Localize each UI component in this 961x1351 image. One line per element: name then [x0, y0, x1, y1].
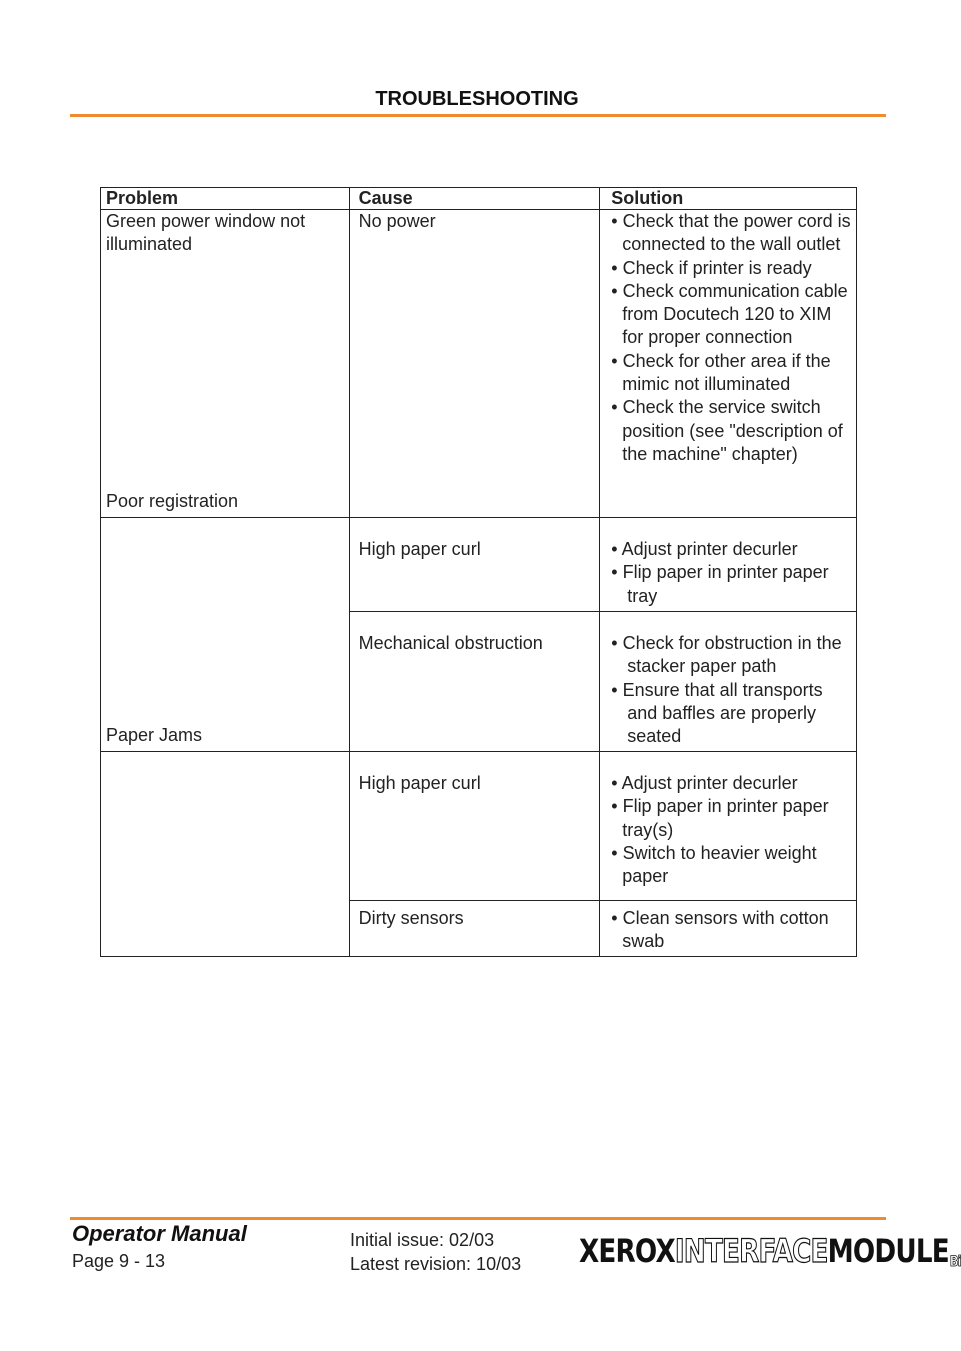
solution-cell [600, 901, 857, 957]
solution-item: • Check if printer is ready [611, 257, 812, 278]
solution-item: • Flip paper in printer paper tray(s) [611, 796, 829, 840]
problem-cell [101, 518, 350, 752]
logo-suffix: Bi [949, 1254, 961, 1270]
solution-item: • Flip paper in printer paper tray [611, 562, 829, 606]
footer-rule [70, 1217, 886, 1220]
column-header-solution: Solution [600, 188, 857, 210]
table-row [101, 210, 857, 518]
table-row [101, 752, 857, 901]
solution-item: • Switch to heavier weight paper [611, 842, 817, 887]
logo-xerox: XEROX [579, 1232, 675, 1270]
revision-info [350, 1229, 521, 1276]
solution-item: • Clean sensors with cotton swab [611, 908, 829, 952]
solution-cell [600, 612, 857, 752]
problem-text: Green power window not illuminated [106, 211, 306, 255]
column-header-cause: Cause [349, 188, 600, 210]
solution-cell [600, 752, 857, 901]
xerox-interface-module-logo [579, 1234, 961, 1270]
cause-cell: No power [349, 210, 600, 518]
problem-text: Poor registration [106, 490, 239, 511]
header-rule [70, 114, 886, 117]
table-header-row [101, 188, 857, 210]
manual-title: Operator Manual [72, 1221, 247, 1246]
cause-cell: High paper curl [349, 752, 600, 901]
troubleshooting-table [100, 187, 857, 957]
solution-item: • Adjust printer decurler [611, 773, 798, 793]
solution-item: • Ensure that all transports and baffles are properly seated [611, 679, 823, 747]
solution-item: • Check for obstruction in the stacker paper path [611, 633, 842, 677]
initial-issue: Initial issue: 02/03 [350, 1230, 495, 1250]
cause-cell: Mechanical obstruction [349, 612, 600, 752]
solution-item: • Check communication cable from Docutech 120 to XIM for proper connection [611, 280, 848, 348]
cause-cell: High paper curl [349, 518, 600, 612]
solution-item: • Adjust printer decurler [611, 539, 798, 559]
solution-item: • Check for other area if the mimic not illuminated [611, 350, 831, 395]
solution-item: • Check that the power cord is connected to the wall outlet [611, 211, 851, 255]
cause-cell: Dirty sensors [349, 901, 600, 957]
solution-item: • Check the service switch position (see "description of the machine" chapter) [611, 397, 843, 464]
problem-cell [101, 752, 350, 957]
solution-cell [600, 518, 857, 612]
solution-cell [600, 210, 857, 518]
column-header-problem: Problem [101, 188, 350, 210]
page-title: TROUBLESHOOTING [375, 88, 579, 110]
logo-module: MODULE [827, 1232, 949, 1270]
table-row [101, 518, 857, 612]
problem-cell [101, 210, 350, 518]
logo-interface: INTERFACE [674, 1232, 828, 1270]
problem-text: Paper Jams [106, 724, 203, 745]
latest-revision: Latest revision: 10/03 [350, 1253, 522, 1274]
page-number: Page 9 - 13 [72, 1251, 166, 1271]
